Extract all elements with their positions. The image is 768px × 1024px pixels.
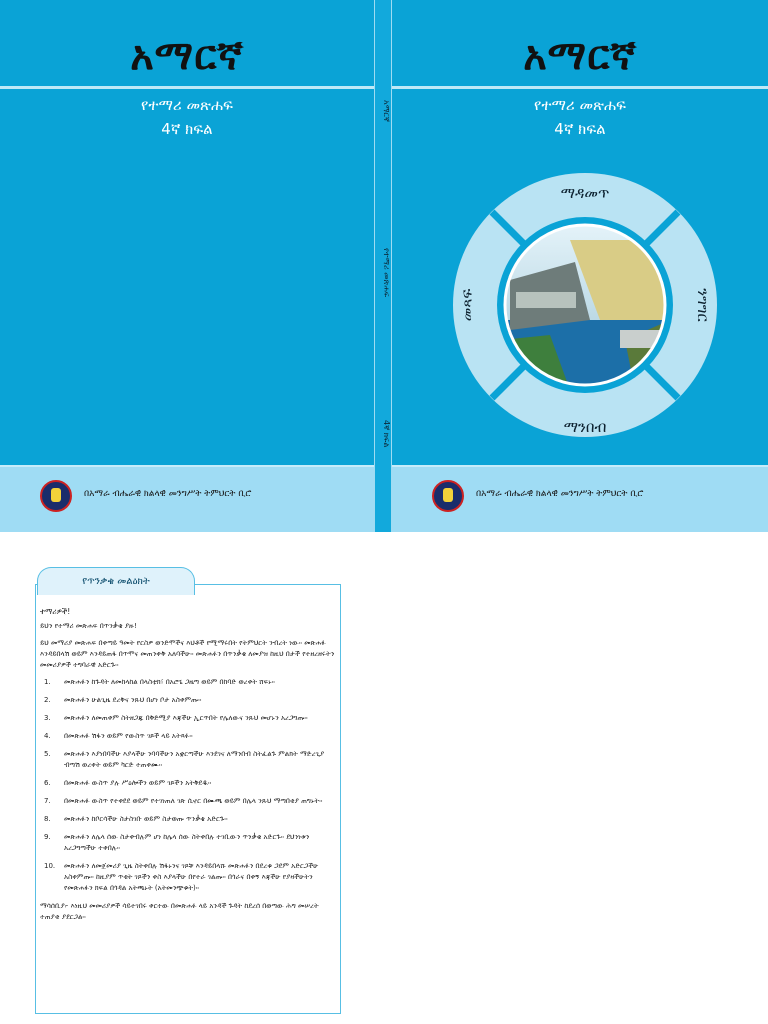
list-item: 9. መጽሐፉን ለሌላ ሰው ስታቀብሉም ሆነ ከሌላ ሰው ስትቀበሉ ተገቢውን ጥንቃቄ አድርጉ፡፡ ደህንነቱን አረጋግጣችሁ ተቀበሉ፡፡ [44,833,310,852]
list-item: 10. መጽሐፉን ለመጀመሪያ ጊዜ ስትቀበሉ ሽፋኑንና ገጾቹ እንዳይበላሹ መጽሐፉን በደረቁ ጋደም አድርጋችሁ አስቀምጡ፡፡ ከዚያም ጥቂት ገጾችን ቀስ እያላችሁ በየተራ ገልጡ፡፡ በጎራና በቀኝ እጃችሁ የያዛችሁትን የመጽሐፉን ክፍል በጎዳል አትጫኑት (አትመንጭቁት)፡፡ [44,862,319,892]
list-item: 3. መጽሐፉን ለመጠቀም ስትዘጋጁ በቅድሚያ እጃችሁ ኢርጥበት የሌለውና ንጹህ መሆኑን አረጋግጡ፡፡ [44,714,308,722]
title-rule [0,86,374,89]
front-cover-band [392,465,768,532]
list-item: 7. በመጽሐፉ ውስጥ የተቀደደ ወይም የተገነጠለ ገጽ ሲኖር በሙጫ ወይም በሌላ ንጹህ ማጣበቂያ ጠግኑት፡፡ [44,797,323,805]
back-cover-subtitle: የተማሪ መጽሐፍ [141,96,233,114]
notice-line1: ይህን የተማሪ መጽሐፍ በጥንቃቄ ያዙ! [40,622,137,630]
list-item: 8. መጽሐፉን ከቦርሳችሁ ስታስገቡ ወይም ስታወጡ ጥንቃቄ አድርጉ፡፡ [44,815,228,823]
title-rule [392,86,768,89]
back-cover-bureau: በአማራ ብሔራዊ ክልላዊ መንግሥት ትምህርት ቢሮ [84,489,252,499]
front-cover-subtitle: የተማሪ መጽሐፍ [534,96,626,114]
spine-title: አማርኛ [382,100,391,122]
notice-list [40,677,336,894]
notice-note: ማሳሰቢያ፦ እነዚህ መመሪያዎች ሳይተገበሩ ቀርተው በመጽሐፉ ላይ አንዳች ጉዳት ከደረሰ በወጣው ሕግ መሠረት ተጠያቂ ያደርጋል፡፡ [40,902,319,921]
front-cover-bureau: በአማራ ብሔራዊ ክልላዊ መንግሥት ትምህርት ቢሮ [476,489,644,499]
bureau-emblem-icon [432,480,464,512]
notice-title: የጥንቃቄ መልዕክት [37,567,195,595]
wheel-label-bottom: ማንበብ [563,418,607,436]
back-cover-grade: 4ኛ ክፍል [161,120,213,138]
list-item: 2. መጽሐፉን ሁልጊዜ ደረቅና ንጹህ በሆነ ቦታ አስቀምጡ፡፡ [44,696,202,704]
list-item: 4. በመጽሐፉ ሽፋን ወይም የውስጥ ገጾች ላይ አትጻፉ፡፡ [44,732,193,740]
notice-intro: ይህ መማሪያ መጽሐፍ በቀጣይ ዓመት የርስዎ ወንድሞችና እህቶች የሚማሩበት የትምህርት ንብረት ነው፡፡ መጽሐፉ እንዳይበላሽ ወይም እንዳይጠፋ በጥሞና መጠንቀቅ አለባችሁ፡፡ መጽሐፉን በጥንቃቄ ለመያዝ ከዚህ በታች የተዘረዘሩትን መመሪያዎች ተግባራዊ አድርጉ፡፡ [40,639,335,669]
list-item: 1. መጽሐፉን ከጉዳት ለመከላከል በላስቲክ፣ በአሮጌ ጋዜጣ ወይም በከባድ ወረቀት ሸፍኑ፡፡ [44,678,275,686]
list-item: 6. በመጽሐፉ ውስጥ ያሉ ሥዕሎችን ወይም ገጾችን አትቅደዱ፡፡ [44,779,212,787]
wheel-label-left: መጻፍ [458,288,476,322]
wheel-label-right: ንግግር [694,288,712,322]
skills-wheel [450,170,720,440]
skills-wheel-graphic [450,170,720,440]
list-item: 5. መጽሐፉን እያነበባችሁ እያላችሁ ንባባችሁን አቋርጣችሁ እንደገና ለማንበብ ስትፈልጉ ምልክት ማድረጊያ ብጣሽ ወረቀት ወይም ካርድ ተጠቀሙ፡፡ [44,750,325,769]
back-cover [0,0,374,532]
front-cover-grade: 4ኛ ክፍል [554,120,606,138]
front-cover-title: አማርኛ [523,32,637,79]
wheel-label-top: ማዳመጥ [560,184,610,202]
spine-grade: 4ኛ ክፍል [382,420,391,448]
notice-greeting: ተማሪዎች! [40,607,71,616]
back-cover-title: አማርኛ [130,32,244,79]
bureau-emblem-icon [40,480,72,512]
back-cover-band [0,465,374,532]
spine-subtitle: የተማሪ መጽሐፍ [382,248,391,298]
notice-body [40,606,336,929]
